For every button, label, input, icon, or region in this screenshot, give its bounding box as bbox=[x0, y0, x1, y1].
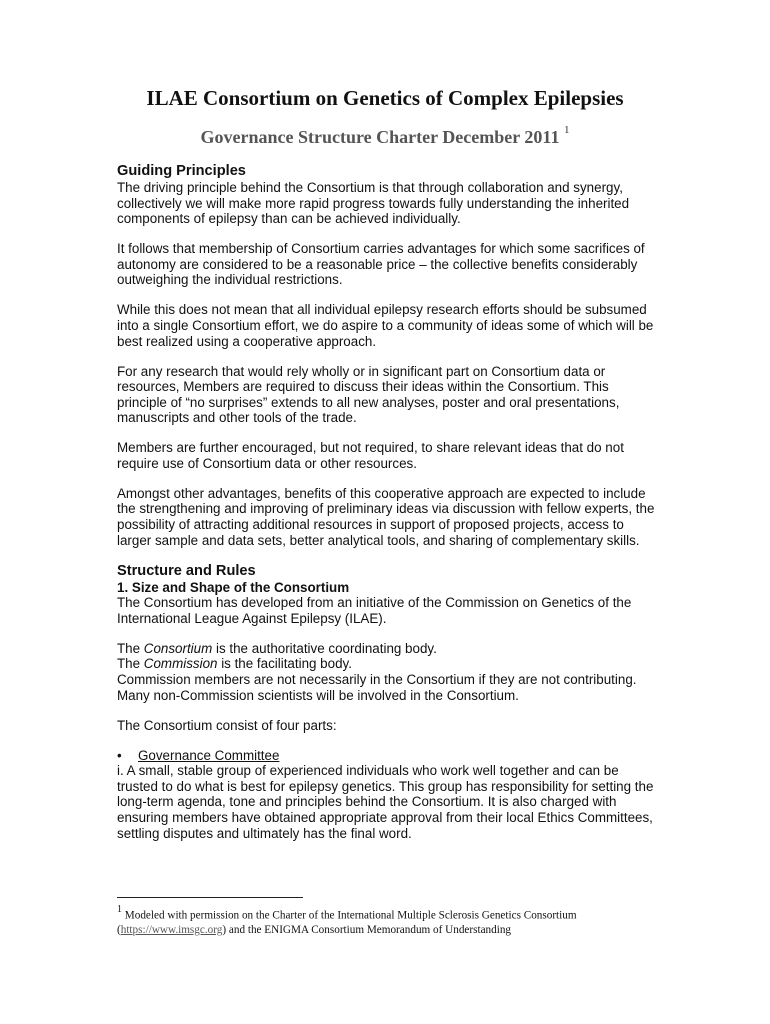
subtitle-text: Governance Structure Charter December 2011 bbox=[200, 127, 560, 147]
governance-committee-bullet bbox=[117, 748, 657, 764]
paragraph: While this does not mean that all individual epilepsy research efforts should be subsumed into a single Consortium effort, we do aspire to a community of ideas some of which will be best realized using a cooperative approach. bbox=[117, 302, 654, 349]
document-subtitle bbox=[0, 124, 770, 148]
document-body bbox=[117, 163, 657, 856]
role-line-3: Commission members are not necessarily in the Consortium if they are not contributing. bbox=[117, 671, 637, 687]
footnote-marker: 1 bbox=[117, 904, 122, 915]
footnote: $^1$ Modeled with permission on the Charter of the International Multiple Sclerosis Genetics Consortium (https://www.imsgc.org) and the ENIGMA Consortium Memorandum of Understanding bbox=[117, 904, 577, 937]
structure-rules-heading: Structure and Rules bbox=[117, 562, 256, 579]
paragraph: For any research that would rely wholly or in significant part on Consortium data or resources, Members are required to discuss their ideas within the Consortium. This principle of “no surprises” extends to all new analyses, poster and oral presentations, manuscripts and other tools of the trade. bbox=[117, 363, 620, 426]
imsgc-link[interactable]: https://www.imsgc.org bbox=[120, 924, 223, 937]
document-title: ILAE Consortium on Genetics of Complex Epilepsies bbox=[146, 86, 624, 110]
governance-committee-text: i. A small, stable group of experienced individuals who work well together and can be trusted to do what is best for epilepsy genetics. This group has responsibility for setting the long-term agenda, tone and principles behind the Consortium. It is also charged with ensuring members have obtained appropriate approval from their local Ethics Committees, settling disputes and ultimately has the final word. bbox=[117, 763, 654, 841]
size-shape-subheading: 1. Size and Shape of the Consortium bbox=[117, 579, 350, 595]
role-line-1: The Consortium is the authoritative coordinating body. bbox=[117, 640, 437, 656]
consortium-roles bbox=[117, 641, 657, 703]
paragraph: Amongst other advantages, benefits of this cooperative approach are expected to include the strengthening and improving of preliminary ideas via discussion with fellow experts, the possibility of attracting additional resources in support of proposed projects, access to larger sample and data sets, better analytical tools, and sharing of complementary skills. bbox=[117, 485, 655, 548]
paragraph: The driving principle behind the Consortium is that through collaboration and synergy, collectively we will make more rapid progress towards fully understanding the inherited components of epilepsy than can be achieved individually. bbox=[117, 180, 630, 227]
paragraph: It follows that membership of Consortium carries advantages for which some sacrifices of autonomy are considered to be a reasonable price – the collective benefits considerably outweighing the individual restrictions. bbox=[117, 241, 645, 288]
paragraph: The Consortium has developed from an initiative of the Commission on Genetics of the International League Against Epilepsy (ILAE). bbox=[117, 595, 632, 626]
bullet-icon: • bbox=[117, 747, 122, 763]
parts-intro: The Consortium consist of four parts: bbox=[117, 717, 337, 733]
paragraph: Members are further encouraged, but not required, to share relevant ideas that do not require use of Consortium data or other resources. bbox=[117, 440, 624, 471]
guiding-principles-heading: Guiding Principles bbox=[117, 163, 246, 179]
role-line-2: The Commission is the facilitating body. bbox=[117, 656, 352, 672]
footnote-divider bbox=[117, 897, 303, 898]
governance-committee-label: Governance Committee bbox=[138, 747, 280, 763]
subtitle-footnote-marker: 1 bbox=[563, 124, 570, 136]
role-line-4: Many non-Commission scientists will be involved in the Consortium. bbox=[117, 687, 519, 703]
